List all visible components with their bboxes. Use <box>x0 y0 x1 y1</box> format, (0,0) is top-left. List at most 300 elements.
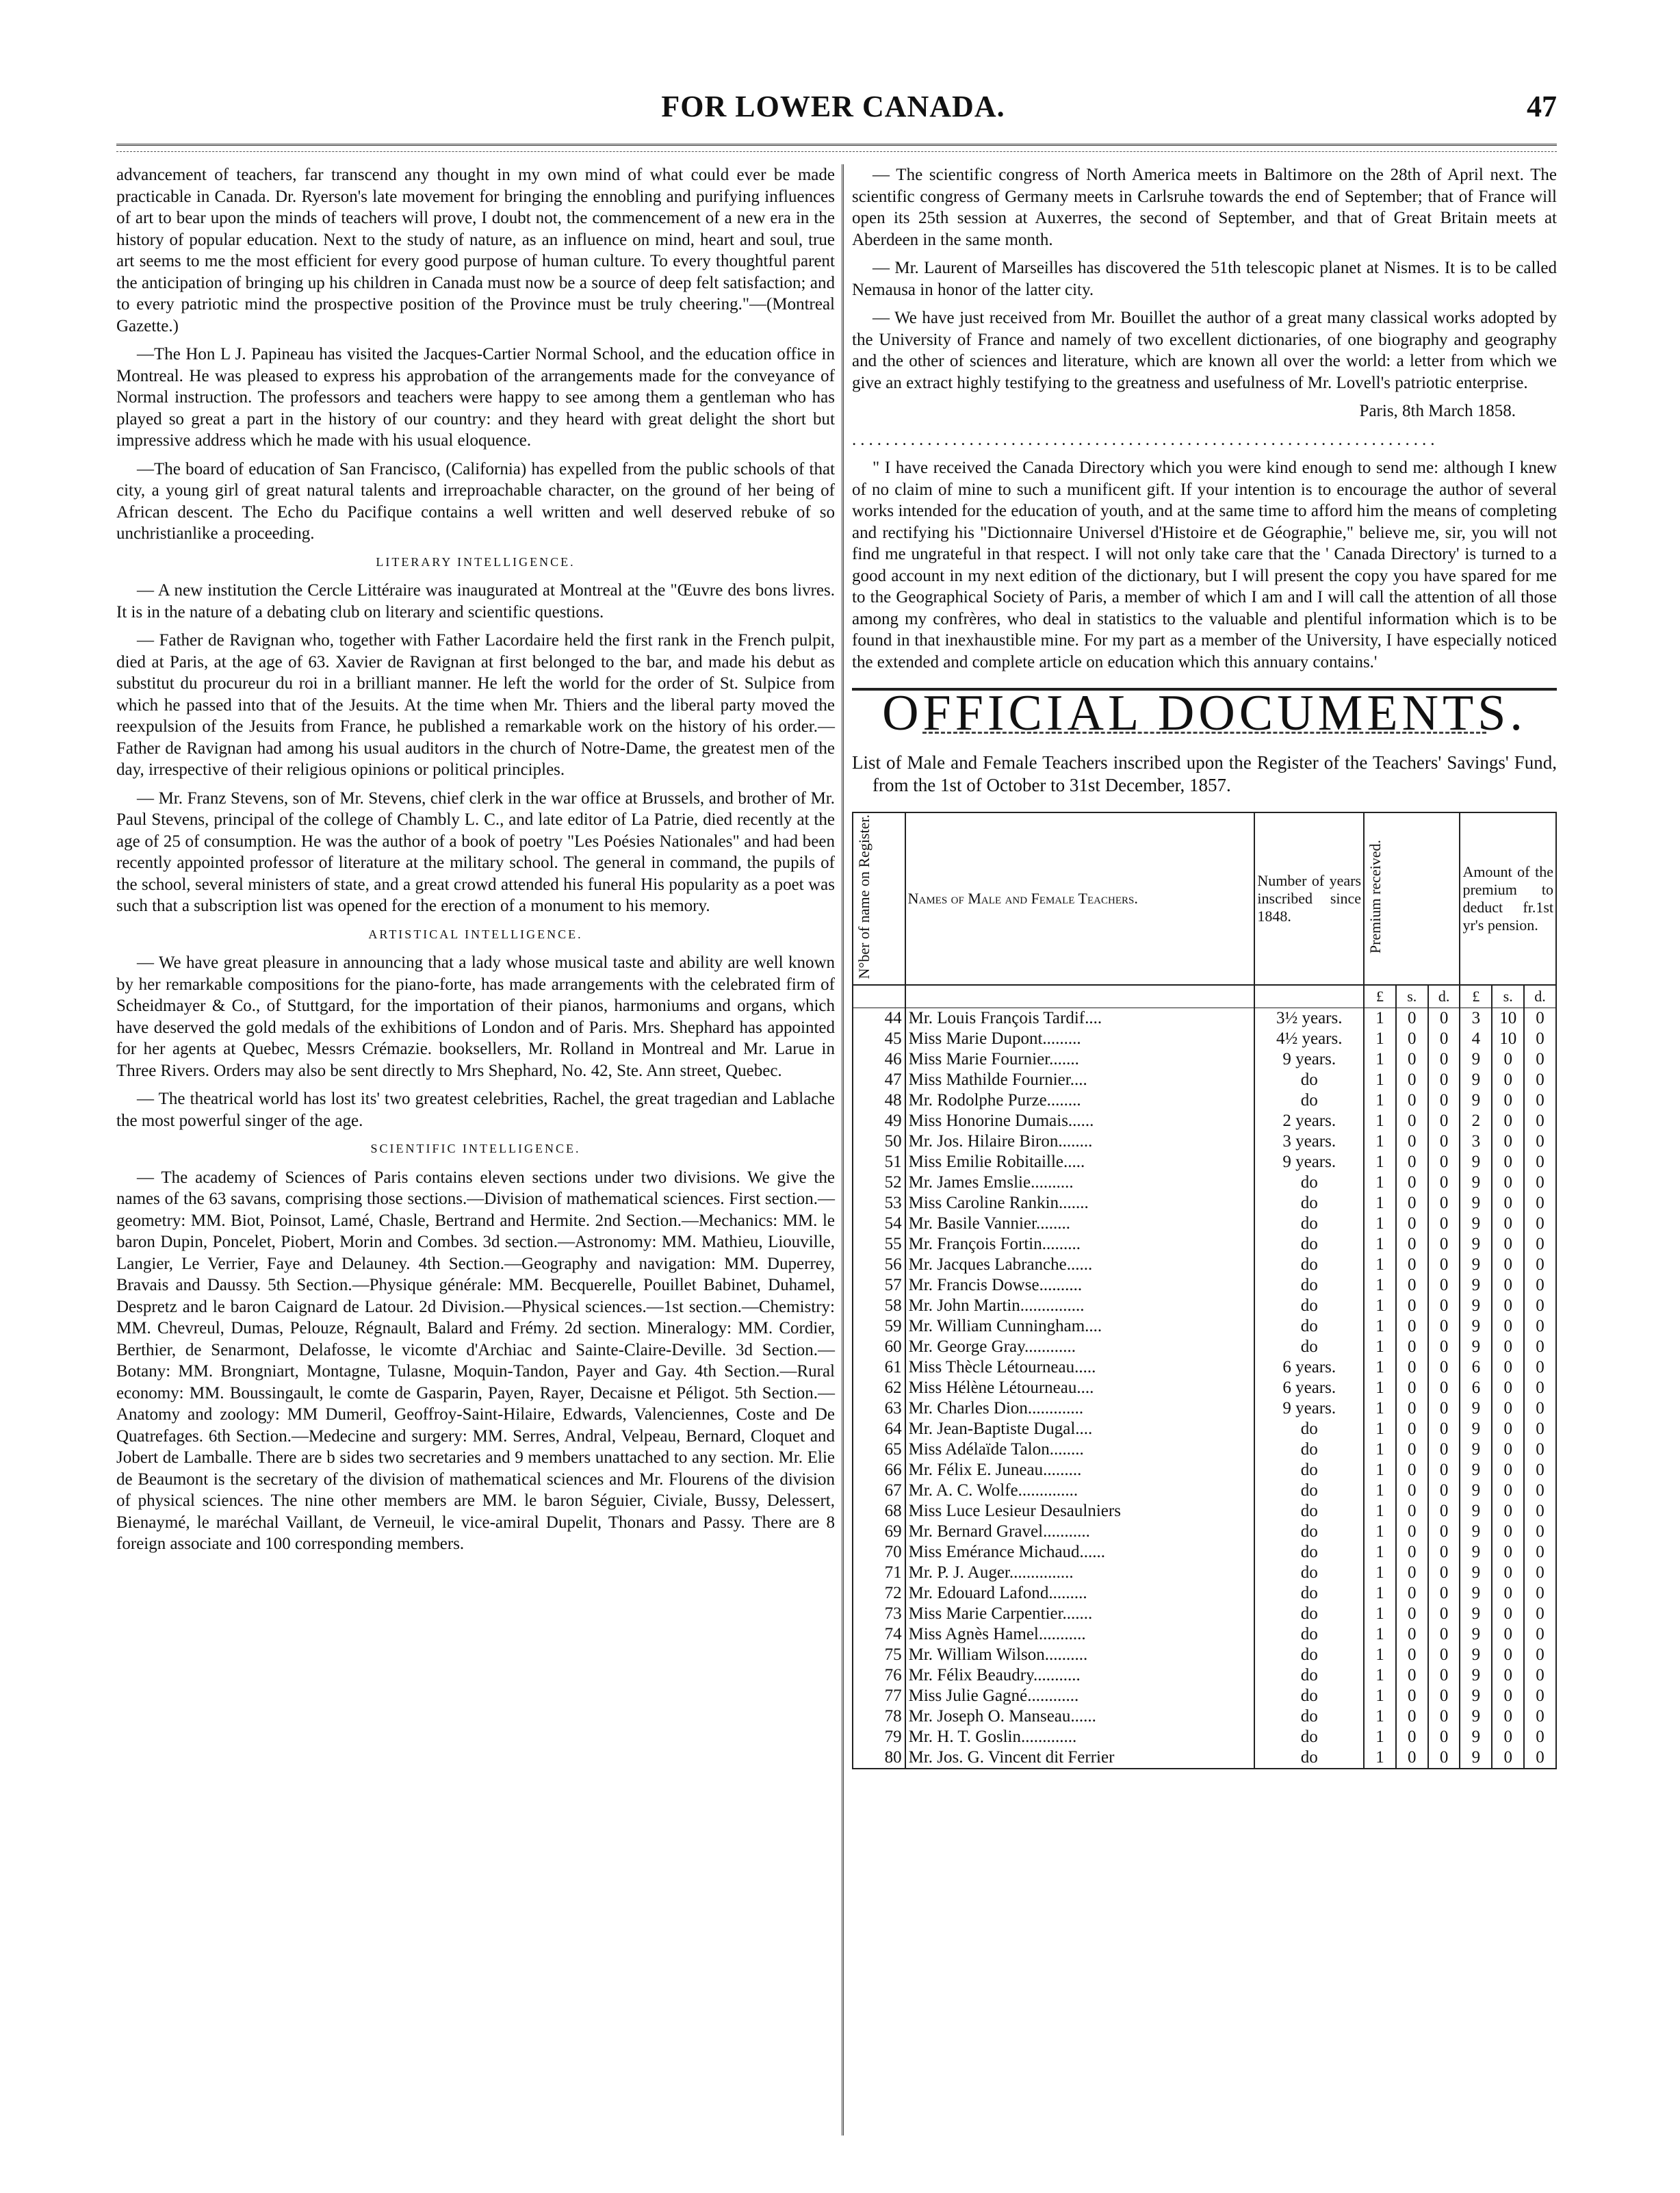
teacher-name: Mr. Basile Vannier........ <box>905 1214 1255 1234</box>
amount-pence: 0 <box>1524 1542 1556 1563</box>
header-years: Number of years inscribed since 1848. <box>1254 812 1364 985</box>
premium-shillings: 0 <box>1396 1727 1428 1747</box>
amount-shillings: 0 <box>1492 1583 1524 1604</box>
premium-pence: 0 <box>1428 1234 1460 1255</box>
premium-pence: 0 <box>1428 1214 1460 1234</box>
premium-pence: 0 <box>1428 1604 1460 1624</box>
premium-pounds: 1 <box>1364 1316 1396 1337</box>
amount-pounds: 9 <box>1460 1234 1492 1255</box>
premium-pounds: 1 <box>1364 1583 1396 1604</box>
premium-pence: 0 <box>1428 1337 1460 1357</box>
amount-pence: 0 <box>1524 1275 1556 1296</box>
premium-shillings: 0 <box>1396 1686 1428 1706</box>
premium-shillings: 0 <box>1396 1419 1428 1439</box>
teacher-name: Miss Emilie Robitaille..... <box>905 1152 1255 1172</box>
premium-shillings: 0 <box>1396 1624 1428 1645</box>
teacher-name: Miss Luce Lesieur Desaulniers <box>905 1501 1255 1522</box>
amount-pence: 0 <box>1524 1090 1556 1111</box>
years-inscribed: 6 years. <box>1254 1378 1364 1398</box>
amount-shillings: 0 <box>1492 1522 1524 1542</box>
years-inscribed: do <box>1254 1337 1364 1357</box>
amount-pounds: 9 <box>1460 1563 1492 1583</box>
register-number: 57 <box>853 1275 905 1296</box>
premium-pence: 0 <box>1428 1378 1460 1398</box>
register-number: 59 <box>853 1316 905 1337</box>
register-number: 47 <box>853 1070 905 1090</box>
amount-pounds: 9 <box>1460 1172 1492 1193</box>
years-inscribed: do <box>1254 1460 1364 1480</box>
premium-pounds: 1 <box>1364 1275 1396 1296</box>
teacher-name: Miss Julie Gagné............ <box>905 1686 1255 1706</box>
page-header <box>109 89 1557 137</box>
premium-pence: 0 <box>1428 1357 1460 1378</box>
years-inscribed: do <box>1254 1624 1364 1645</box>
amount-shillings: 0 <box>1492 1686 1524 1706</box>
years-inscribed: 9 years. <box>1254 1152 1364 1172</box>
table-row <box>853 1460 1556 1480</box>
premium-shillings: 0 <box>1396 1604 1428 1624</box>
teacher-name: Mr. Jean-Baptiste Dugal.... <box>905 1419 1255 1439</box>
premium-shillings: 0 <box>1396 1008 1428 1029</box>
amount-pence: 0 <box>1524 1152 1556 1172</box>
amount-shillings: 0 <box>1492 1439 1524 1460</box>
premium-shillings: 0 <box>1396 1090 1428 1111</box>
amount-pence: 0 <box>1524 1460 1556 1480</box>
register-number: 48 <box>853 1090 905 1111</box>
amount-pounds: 9 <box>1460 1090 1492 1111</box>
amount-pounds: 9 <box>1460 1255 1492 1275</box>
premium-pounds: 1 <box>1364 1029 1396 1049</box>
teacher-name: Miss Adélaïde Talon........ <box>905 1439 1255 1460</box>
register-number: 69 <box>853 1522 905 1542</box>
table-row <box>853 1480 1556 1501</box>
years-inscribed: do <box>1254 1214 1364 1234</box>
premium-pence: 0 <box>1428 1111 1460 1131</box>
amount-pence: 0 <box>1524 1686 1556 1706</box>
premium-pence: 0 <box>1428 1460 1460 1480</box>
table-row <box>853 1131 1556 1152</box>
paragraph: — Mr. Laurent of Marseilles has discovered the 51th telescopic planet at Nismes. It is to be called Nemausa in honor of the latter city. <box>852 259 1557 299</box>
amount-pence: 0 <box>1524 1008 1556 1029</box>
teacher-name: Miss Hélène Létourneau.... <box>905 1378 1255 1398</box>
amount-shillings: 0 <box>1492 1070 1524 1090</box>
teacher-name: Mr. A. C. Wolfe.............. <box>905 1480 1255 1501</box>
years-inscribed: do <box>1254 1480 1364 1501</box>
premium-shillings: 0 <box>1396 1049 1428 1070</box>
amount-shillings: 0 <box>1492 1234 1524 1255</box>
premium-pence: 0 <box>1428 1542 1460 1563</box>
amount-pounds: 9 <box>1460 1193 1492 1214</box>
register-number: 75 <box>853 1645 905 1665</box>
teacher-name: Mr. Félix E. Juneau......... <box>905 1460 1255 1480</box>
premium-pence: 0 <box>1428 1193 1460 1214</box>
teacher-name: Miss Marie Carpentier....... <box>905 1604 1255 1624</box>
premium-pence: 0 <box>1428 1275 1460 1296</box>
table-row <box>853 1029 1556 1049</box>
teacher-name: Miss Emérance Michaud...... <box>905 1542 1255 1563</box>
premium-shillings: 0 <box>1396 1480 1428 1501</box>
table-row <box>853 1583 1556 1604</box>
teacher-name: Mr. William Wilson.......... <box>905 1645 1255 1665</box>
amount-shillings: 0 <box>1492 1624 1524 1645</box>
register-number: 77 <box>853 1686 905 1706</box>
premium-pounds: 1 <box>1364 1193 1396 1214</box>
amount-pounds: 6 <box>1460 1378 1492 1398</box>
premium-pounds: 1 <box>1364 1131 1396 1152</box>
amount-pence: 0 <box>1524 1131 1556 1152</box>
amount-shillings: 0 <box>1492 1214 1524 1234</box>
amount-pence: 0 <box>1524 1604 1556 1624</box>
years-inscribed: do <box>1254 1296 1364 1316</box>
table-row <box>853 1665 1556 1686</box>
premium-pence: 0 <box>1428 1645 1460 1665</box>
years-inscribed: do <box>1254 1747 1364 1769</box>
left-column <box>116 164 835 1562</box>
teachers-table <box>852 812 1557 1769</box>
premium-shillings: 0 <box>1396 1665 1428 1686</box>
amount-pence: 0 <box>1524 1563 1556 1583</box>
register-number: 78 <box>853 1706 905 1727</box>
premium-pence: 0 <box>1428 1624 1460 1645</box>
table-row <box>853 1337 1556 1357</box>
premium-shillings: 0 <box>1396 1439 1428 1460</box>
premium-pence: 0 <box>1428 1152 1460 1172</box>
amount-pounds: 6 <box>1460 1357 1492 1378</box>
premium-pounds: 1 <box>1364 1439 1396 1460</box>
paragraph: — Mr. Franz Stevens, son of Mr. Stevens, chief clerk in the war office at Brussels, and brother of Mr. Paul Stevens, principal of the college of Chambly L. C., and late editor of La Patrie, died recently at the age of 25 of consumption. He was the author of a book of poetry "Les Poésies Nationales" and had been recently appointed professor of literature at the military school. The general in command, the pupils of the school, several ministers of state, and a great crowd attended his funeral His popularity as a poet was such that a subscription list was opened for the erection of a monument to his memory. <box>116 788 835 915</box>
years-inscribed: do <box>1254 1542 1364 1563</box>
table-row <box>853 1316 1556 1337</box>
amount-shillings: 0 <box>1492 1357 1524 1378</box>
premium-shillings: 0 <box>1396 1234 1428 1255</box>
amount-pounds: 9 <box>1460 1645 1492 1665</box>
paragraph: — The theatrical world has lost its' two greatest celebrities, Rachel, the great tragedian and Lablache the most powerful singer of the age. <box>116 1090 835 1130</box>
premium-shillings: 0 <box>1396 1542 1428 1563</box>
premium-shillings: 0 <box>1396 1296 1428 1316</box>
table-row <box>853 1501 1556 1522</box>
premium-pence: 0 <box>1428 1563 1460 1583</box>
years-inscribed: 6 years. <box>1254 1357 1364 1378</box>
amount-pounds: 3 <box>1460 1008 1492 1029</box>
teacher-name: Mr. Jos. G. Vincent dit Ferrier <box>905 1747 1255 1769</box>
premium-pence: 0 <box>1428 1090 1460 1111</box>
premium-pence: 0 <box>1428 1727 1460 1747</box>
header-premium: Premium received. <box>1364 812 1460 985</box>
register-number: 51 <box>853 1152 905 1172</box>
premium-pounds: 1 <box>1364 1604 1396 1624</box>
table-row <box>853 1008 1556 1029</box>
amount-shillings: 0 <box>1492 1480 1524 1501</box>
letter-extract: " I have received the Canada Directory which you were kind enough to send me: although I knew of no claim of mine to such a munificent gift. If your intention is to encourage the author of several works intended for the education of youth, and at the same time to afford him the means of completing and rectifying his "Dictionnaire Universel d'Histoire et de Géographie," believe me, sir, you will not find me ungrateful in that respect. I will not only take care that the ' Canada Directory' is turned to a good account in my next edition of the dictionary, but I will present the copy you have spared for me to the Geographical Society of Paris, a member of which I am and I will call the attention of all those among my confrères, who deal in statistics to the valuable and plentiful information which is to be found in that inexhaustible mine. For my part as a member of the University, I have especially noticed the extended and complete article on education which this annuary contains.' <box>852 459 1557 671</box>
dateline: Paris, 8th March 1858. <box>1359 402 1516 420</box>
register-number: 63 <box>853 1398 905 1419</box>
premium-pence: 0 <box>1428 1439 1460 1460</box>
premium-pence: 0 <box>1428 1480 1460 1501</box>
table-row <box>853 1542 1556 1563</box>
premium-pounds: 1 <box>1364 1522 1396 1542</box>
premium-pounds: 1 <box>1364 1419 1396 1439</box>
years-inscribed: do <box>1254 1727 1364 1747</box>
amount-pounds: 9 <box>1460 1480 1492 1501</box>
register-number: 79 <box>853 1727 905 1747</box>
register-number: 64 <box>853 1419 905 1439</box>
years-inscribed: do <box>1254 1316 1364 1337</box>
amount-pence: 0 <box>1524 1727 1556 1747</box>
register-number: 55 <box>853 1234 905 1255</box>
amount-pounds: 9 <box>1460 1152 1492 1172</box>
amount-shillings: 0 <box>1492 1706 1524 1727</box>
years-inscribed: do <box>1254 1193 1364 1214</box>
premium-pence: 0 <box>1428 1583 1460 1604</box>
amount-pounds: 9 <box>1460 1501 1492 1522</box>
running-title: FOR LOWER CANADA. <box>661 90 1005 123</box>
table-row <box>853 1563 1556 1583</box>
table-row <box>853 1214 1556 1234</box>
amount-pounds: 9 <box>1460 1419 1492 1439</box>
teacher-name: Mr. Jacques Labranche...... <box>905 1255 1255 1275</box>
years-inscribed: do <box>1254 1706 1364 1727</box>
page-number: 47 <box>1527 90 1557 123</box>
premium-pence: 0 <box>1428 1522 1460 1542</box>
teacher-name: Mr. Rodolphe Purze........ <box>905 1090 1255 1111</box>
premium-pounds: 1 <box>1364 1542 1396 1563</box>
premium-pence: 0 <box>1428 1008 1460 1029</box>
amount-shillings: 0 <box>1492 1501 1524 1522</box>
years-inscribed: 9 years. <box>1254 1049 1364 1070</box>
teacher-name: Mr. Louis François Tardif.... <box>905 1008 1255 1029</box>
years-inscribed: do <box>1254 1275 1364 1296</box>
amount-shillings: 0 <box>1492 1131 1524 1152</box>
amount-pounds: 9 <box>1460 1439 1492 1460</box>
register-number: 68 <box>853 1501 905 1522</box>
teacher-name: Mr. James Emslie.......... <box>905 1172 1255 1193</box>
amount-shillings: 0 <box>1492 1275 1524 1296</box>
amount-pence: 0 <box>1524 1747 1556 1769</box>
premium-pence: 0 <box>1428 1316 1460 1337</box>
teacher-name: Miss Marie Fournier....... <box>905 1049 1255 1070</box>
years-inscribed: do <box>1254 1172 1364 1193</box>
amount-shillings: 0 <box>1492 1378 1524 1398</box>
amount-pence: 0 <box>1524 1378 1556 1398</box>
amount-shillings: 0 <box>1492 1563 1524 1583</box>
paragraph: advancement of teachers, far transcend any thought in my own mind of what could ever be made practicable in Canada. Dr. Ryerson's late movement for bringing the ennobling and purifying influences of art to bear upon the minds of teachers will prove, I doubt not, the commencement of a new era in the history of popular education. Next to the study of nature, as an influence on mind, heart and soul, true art seems to me the most efficient for every good purpose of human culture. To every thoughtful parent the anticipation of bringing up his children in Canada must now be a source of deep felt satisfaction; and to every patriotic mind the prospective position of the Province must be truly cheering."—(Montreal Gazette.) <box>116 166 835 335</box>
amount-pence: 0 <box>1524 1337 1556 1357</box>
years-inscribed: do <box>1254 1645 1364 1665</box>
register-number: 70 <box>853 1542 905 1563</box>
premium-pounds: 1 <box>1364 1501 1396 1522</box>
amount-pounds: 9 <box>1460 1665 1492 1686</box>
teacher-name: Mr. Félix Beaudry........... <box>905 1665 1255 1686</box>
amount-shillings: 0 <box>1492 1398 1524 1419</box>
premium-pence: 0 <box>1428 1686 1460 1706</box>
table-row <box>853 1645 1556 1665</box>
register-number: 45 <box>853 1029 905 1049</box>
premium-shillings: 0 <box>1396 1172 1428 1193</box>
amount-shillings: 0 <box>1492 1049 1524 1070</box>
amount-pence: 0 <box>1524 1049 1556 1070</box>
table-row <box>853 1172 1556 1193</box>
amount-pounds: 9 <box>1460 1727 1492 1747</box>
premium-shillings: 0 <box>1396 1747 1428 1769</box>
register-number: 74 <box>853 1624 905 1645</box>
amount-pounds: 9 <box>1460 1583 1492 1604</box>
amount-pounds: 9 <box>1460 1624 1492 1645</box>
teacher-name: Miss Thècle Létourneau..... <box>905 1357 1255 1378</box>
teacher-name: Mr. George Gray............ <box>905 1337 1255 1357</box>
paragraph: —The board of education of San Francisco, (California) has expelled from the public schools of that city, a young girl of great natural talents and irreproachable character, on the ground of her being of African descent. The Echo du Pacifique contains a well written and well deserved rebuke of so unchristianlike a proceeding. <box>116 459 835 543</box>
premium-pence: 0 <box>1428 1172 1460 1193</box>
table-row <box>853 1686 1556 1706</box>
register-number: 62 <box>853 1378 905 1398</box>
amount-shillings: 0 <box>1492 1111 1524 1131</box>
amount-pounds: 9 <box>1460 1604 1492 1624</box>
amount-pounds: 9 <box>1460 1686 1492 1706</box>
amount-shillings: 0 <box>1492 1665 1524 1686</box>
amount-shillings: 0 <box>1492 1172 1524 1193</box>
register-number: 46 <box>853 1049 905 1070</box>
amount-pence: 0 <box>1524 1214 1556 1234</box>
amount-pence: 0 <box>1524 1706 1556 1727</box>
amount-pounds: 9 <box>1460 1747 1492 1769</box>
amount-shillings: 0 <box>1492 1460 1524 1480</box>
premium-pounds: 1 <box>1364 1624 1396 1645</box>
premium-pence: 0 <box>1428 1419 1460 1439</box>
register-number: 76 <box>853 1665 905 1686</box>
premium-shillings: 0 <box>1396 1501 1428 1522</box>
teacher-name: Mr. John Martin............... <box>905 1296 1255 1316</box>
section-heading-artistical: ARTISTICAL INTELLIGENCE. <box>368 927 583 941</box>
teacher-name: Mr. Bernard Gravel........... <box>905 1522 1255 1542</box>
official-documents-heading: OFFICIAL DOCUMENTS. <box>852 688 1557 725</box>
teacher-name: Miss Mathilde Fournier.... <box>905 1070 1255 1090</box>
premium-pounds: 1 <box>1364 1480 1396 1501</box>
amount-pence: 0 <box>1524 1193 1556 1214</box>
amount-shillings: 0 <box>1492 1604 1524 1624</box>
section-heading-scientific: SCIENTIFIC INTELLIGENCE. <box>370 1142 581 1155</box>
amount-shillings: 0 <box>1492 1090 1524 1111</box>
teacher-name: Mr. H. T. Goslin............. <box>905 1727 1255 1747</box>
amount-pence: 0 <box>1524 1316 1556 1337</box>
table-row <box>853 1706 1556 1727</box>
amount-pounds: 9 <box>1460 1522 1492 1542</box>
units-row: £ s. d. £ s. d. <box>853 985 1556 1008</box>
premium-pounds: 1 <box>1364 1460 1396 1480</box>
years-inscribed: do <box>1254 1419 1364 1439</box>
premium-pounds: 1 <box>1364 1747 1396 1769</box>
amount-pounds: 9 <box>1460 1460 1492 1480</box>
amount-shillings: 0 <box>1492 1337 1524 1357</box>
table-row <box>853 1747 1556 1769</box>
premium-shillings: 0 <box>1396 1583 1428 1604</box>
teacher-name: Miss Marie Dupont......... <box>905 1029 1255 1049</box>
premium-pence: 0 <box>1428 1398 1460 1419</box>
premium-pounds: 1 <box>1364 1049 1396 1070</box>
years-inscribed: do <box>1254 1255 1364 1275</box>
paragraph: — A new institution the Cercle Littéraire was inaugurated at Montreal at the "Œuvre des bons livres. It is in the nature of a debating club on literary and scientific questions. <box>116 581 835 621</box>
amount-pence: 0 <box>1524 1357 1556 1378</box>
teacher-name: Miss Caroline Rankin....... <box>905 1193 1255 1214</box>
premium-pounds: 1 <box>1364 1111 1396 1131</box>
premium-shillings: 0 <box>1396 1337 1428 1357</box>
amount-pounds: 9 <box>1460 1316 1492 1337</box>
amount-shillings: 0 <box>1492 1152 1524 1172</box>
register-number: 56 <box>853 1255 905 1275</box>
premium-pounds: 1 <box>1364 1563 1396 1583</box>
amount-shillings: 0 <box>1492 1645 1524 1665</box>
register-number: 58 <box>853 1296 905 1316</box>
column-divider <box>842 164 844 2136</box>
premium-pence: 0 <box>1428 1131 1460 1152</box>
table-row <box>853 1522 1556 1542</box>
amount-shillings: 0 <box>1492 1296 1524 1316</box>
premium-shillings: 0 <box>1396 1152 1428 1172</box>
table-row <box>853 1049 1556 1070</box>
amount-pence: 0 <box>1524 1624 1556 1645</box>
amount-pounds: 3 <box>1460 1131 1492 1152</box>
amount-shillings: 0 <box>1492 1419 1524 1439</box>
premium-shillings: 0 <box>1396 1255 1428 1275</box>
years-inscribed: do <box>1254 1234 1364 1255</box>
premium-pounds: 1 <box>1364 1706 1396 1727</box>
premium-pounds: 1 <box>1364 1008 1396 1029</box>
premium-pence: 0 <box>1428 1049 1460 1070</box>
teacher-name: Mr. William Cunningham.... <box>905 1316 1255 1337</box>
amount-shillings: 0 <box>1492 1542 1524 1563</box>
amount-pence: 0 <box>1524 1665 1556 1686</box>
amount-pounds: 9 <box>1460 1070 1492 1090</box>
teacher-name: Miss Agnès Hamel........... <box>905 1624 1255 1645</box>
amount-pounds: 2 <box>1460 1111 1492 1131</box>
register-number: 53 <box>853 1193 905 1214</box>
paragraph: — The scientific congress of North America meets in Baltimore on the 28th of April next. The scientific congress of Germany meets in Carlsruhe towards the end of September; that of France will open its 25th session at Auxerres, the second of September, and that of Great Britain meets at Aberdeen in the same month. <box>852 166 1557 249</box>
table-row <box>853 1378 1556 1398</box>
premium-shillings: 0 <box>1396 1460 1428 1480</box>
amount-pence: 0 <box>1524 1070 1556 1090</box>
amount-pence: 0 <box>1524 1419 1556 1439</box>
table-row <box>853 1439 1556 1460</box>
years-inscribed: do <box>1254 1439 1364 1460</box>
list-caption: List of Male and Female Teachers inscribed upon the Register of the Teachers' Savings' Fund, from the 1st of October to 31st December, 1857. <box>852 752 1557 795</box>
paragraph: —The Hon L J. Papineau has visited the Jacques-Cartier Normal School, and the education office in Montreal. He was pleased to express his approbation of the arrangements made for the conveyance of Normal instruction. The professors and teachers were happy to see among them a gentleman who has played so great a part in the history of our country: and they heard with great delight the short but impressive address which he made with his usual eloquence. <box>116 345 835 450</box>
register-number: 72 <box>853 1583 905 1604</box>
teacher-name: Mr. Edouard Lafond......... <box>905 1583 1255 1604</box>
table-row <box>853 1604 1556 1624</box>
amount-pounds: 9 <box>1460 1542 1492 1563</box>
amount-pence: 0 <box>1524 1111 1556 1131</box>
premium-pounds: 1 <box>1364 1090 1396 1111</box>
right-column <box>852 164 1557 1769</box>
premium-pounds: 1 <box>1364 1172 1396 1193</box>
table-row <box>853 1624 1556 1645</box>
amount-pence: 0 <box>1524 1172 1556 1193</box>
years-inscribed: do <box>1254 1686 1364 1706</box>
premium-pounds: 1 <box>1364 1665 1396 1686</box>
register-number: 61 <box>853 1357 905 1378</box>
dotted-separator: ...................................................................... <box>852 430 1439 449</box>
amount-shillings: 0 <box>1492 1193 1524 1214</box>
premium-shillings: 0 <box>1396 1029 1428 1049</box>
years-inscribed: do <box>1254 1522 1364 1542</box>
premium-shillings: 0 <box>1396 1563 1428 1583</box>
premium-pence: 0 <box>1428 1070 1460 1090</box>
years-inscribed: do <box>1254 1070 1364 1090</box>
register-number: 67 <box>853 1480 905 1501</box>
register-number: 80 <box>853 1747 905 1769</box>
premium-pounds: 1 <box>1364 1398 1396 1419</box>
premium-shillings: 0 <box>1396 1645 1428 1665</box>
amount-pounds: 4 <box>1460 1029 1492 1049</box>
premium-shillings: 0 <box>1396 1357 1428 1378</box>
